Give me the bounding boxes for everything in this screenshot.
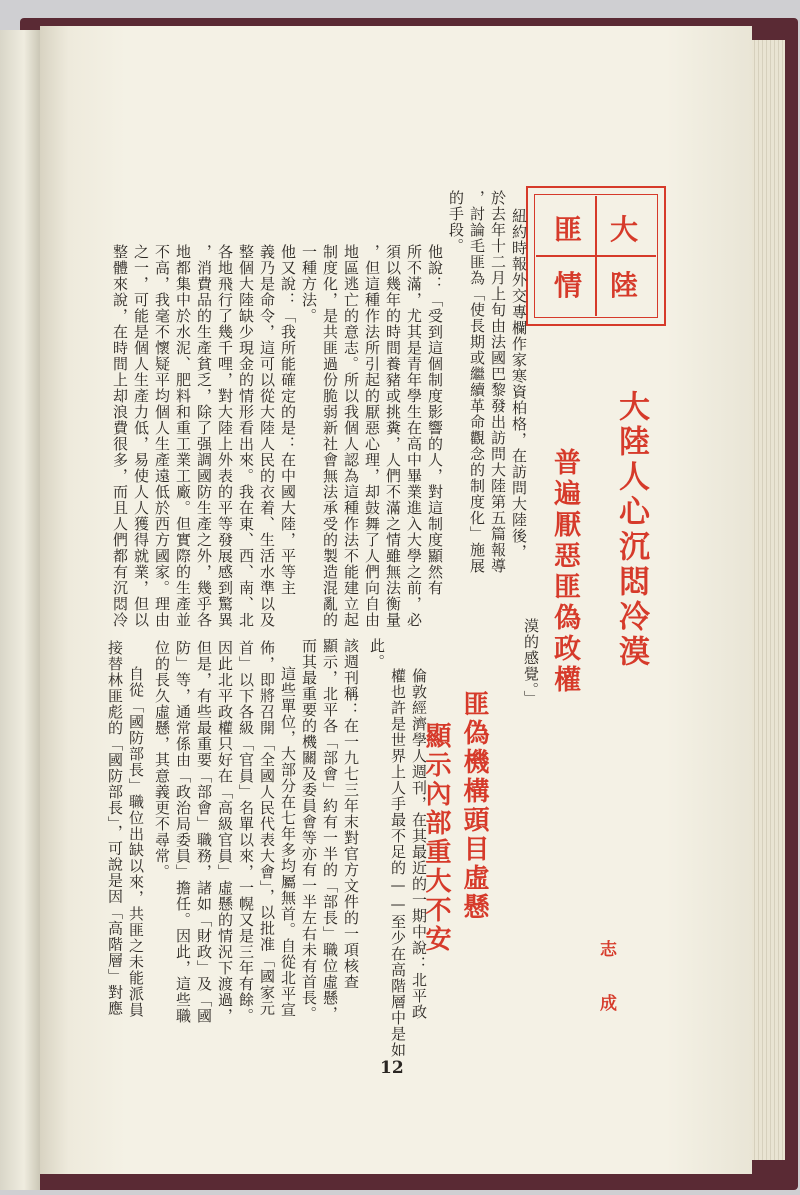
subtitle: 普遍厭惡匪偽政權 [549, 448, 580, 696]
text-column: 防」等，通常係由「政治局委員」擔任。因此，這些職 [174, 640, 192, 1024]
text-column: 他說：「受到這個制度影響的人，對這制度顯然有 [426, 244, 444, 596]
text-column: ，但這種作法所引起的厭惡心理，却鼓舞了人們向自由 [363, 244, 381, 628]
text-column: 該週刊稱：在一九七三年末對官方文件的一項核查 [342, 638, 360, 990]
text-column: 義乃是命令，這可以從大陸人民的衣着、生活水準以及 [258, 244, 276, 628]
text-column: ，消費品的生產貧乏，除了强調國防生產之外，幾乎各 [195, 244, 213, 628]
text-column: 因此北平政權只好在「高級官員」虛懸的情況下渡過， [216, 640, 234, 1024]
stamp-char-qing: 情 [553, 269, 582, 302]
section-stamp [526, 186, 666, 326]
text-column: 但是，有些最重要「部會」職務，諸如「財政」及「國 [195, 640, 213, 1024]
text-column: 權也許是世界上人手最不足的——至少在高階層中是如 [389, 668, 407, 1058]
text-column: 佈，即將召開「全國人民代表大會」，以批准「國家元 [258, 640, 276, 1017]
section-title-1: 匪偽機構頭目虛懸 [459, 690, 489, 922]
text-column: 位的長久虛懸，其意義更不尋常。 [153, 640, 171, 880]
text-column: 此。 [368, 638, 386, 670]
text-column: 整體來說，在時間上却浪費很多，而且人們都有沉悶冷 [111, 244, 129, 628]
text-column: 整個大陸缺少現金的情形看出來。我在東、西、南、北 [237, 244, 255, 628]
left-page-edge [0, 30, 40, 1190]
text-column: 各地飛行了幾千哩，對大陸上外表的平等發展感到驚異 [216, 244, 234, 628]
text-column: 所不滿，尤其是青年學生在高中畢業進入大學之前，必 [405, 244, 423, 628]
text-column: 漠的感覺。」 [522, 618, 540, 707]
text-column: 地區逃亡的意志。所以我個人認為這種作法不能建立起 [342, 244, 360, 628]
text-column: 於去年十二月上旬由法國巴黎發出訪問大陸第五篇報導 [489, 190, 507, 574]
text-column: 制度化，是共匪過份脆弱新社會無法承受的製造混亂的 [321, 244, 339, 628]
text-column: 地都集中於水泥、肥料和重工業工廠。但實際的生產並 [174, 244, 192, 628]
text-column: 不高，我毫不懷疑平均個人生產遠低於西方國家。理由 [153, 244, 171, 628]
page-number: 12 [380, 1058, 404, 1078]
text-column: 首」以下各級「官員」名單以來，一幌又是三年有餘。 [237, 640, 255, 1024]
text-column: 而其最重要的機關及委員會等亦有一半左右未有首長。 [300, 638, 318, 1022]
text-column: 須以幾年的時間養豬或挑糞，人們不滿之情雖無法衡量 [384, 244, 402, 628]
text-column: 的手段。 [447, 190, 465, 254]
text-column: 顯示，北平各「部會」約有一半的「部長」職位虛懸， [321, 638, 339, 1022]
text-column: 這些單位，大部分在七年多均屬無首。自從北平宣 [279, 666, 297, 1018]
text-column: 之一，可能是個人生產力低，易使人人獲得就業，但以 [132, 244, 150, 628]
text-column: 紐約時報外交專欄作家寒資柏格，在訪問大陸後， [510, 208, 528, 560]
stamp-char-lu: 陸 [609, 269, 638, 302]
author-name: 志 成 [596, 940, 616, 1021]
text-column: 倫敦經濟學人週刊，在其最近的一期中說：北平政 [410, 668, 428, 1020]
text-column: 自從「國防部長」職位出缺以來，共匪之未能派員 [127, 666, 145, 1018]
text-column: 他又說：「我所能確定的是：在中國大陸，平等主 [279, 244, 297, 596]
text-column: 接替林匪彪的「國防部長」，可說是因「高階層」對應 [106, 640, 124, 1017]
section-title-2: 顯示內部重大不安 [421, 722, 451, 954]
text-column: ，討論毛匪為「使長期或繼續革命觀念的制度化」施展 [468, 190, 486, 574]
text-column: 一種方法。 [300, 244, 318, 324]
main-title: 大陸人心沉悶冷漠 [613, 390, 649, 670]
stamp-char-fei: 匪 [553, 213, 582, 246]
stamp-char-da: 大 [609, 213, 638, 246]
